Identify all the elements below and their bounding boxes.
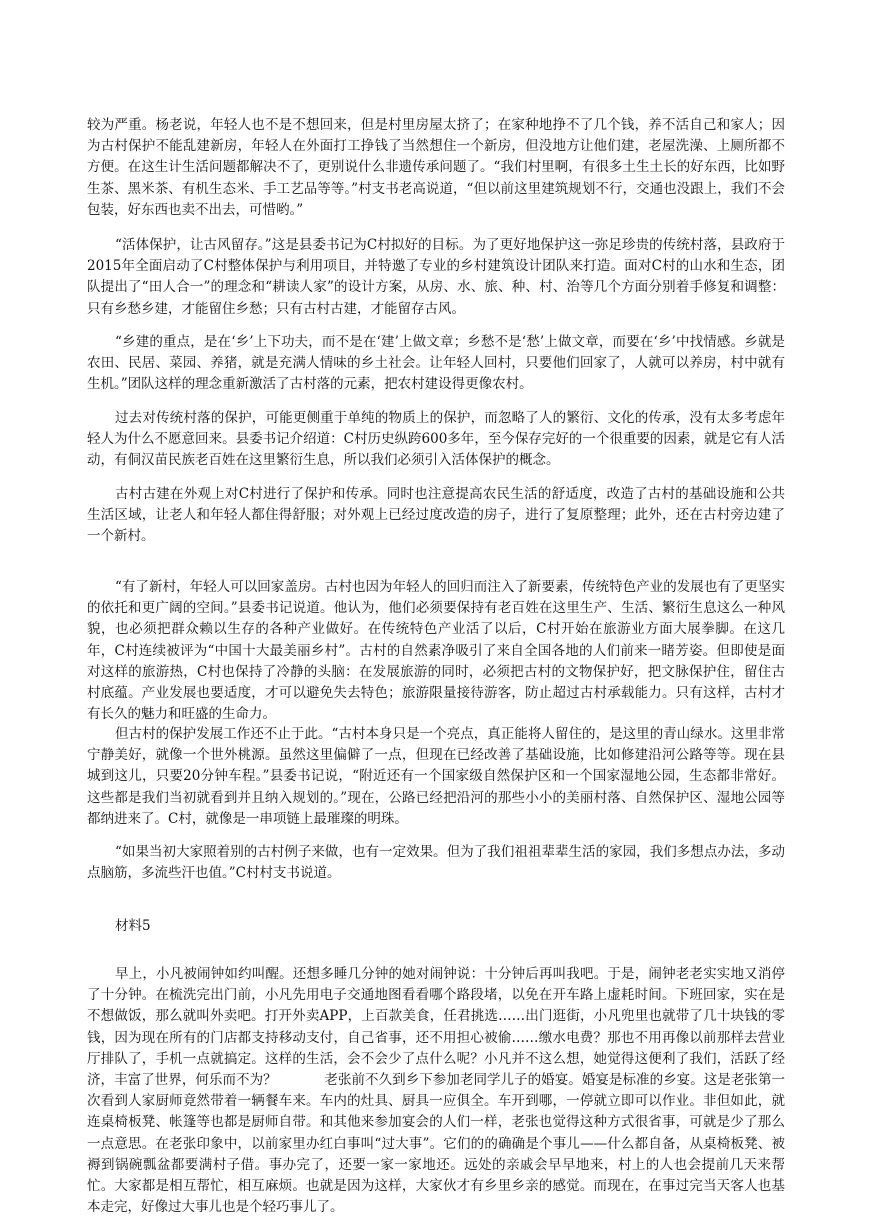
paragraph-2: “活体保护，让古风留存。”这是县委书记为C村拟好的目标。为了更好地保护这一弥足珍贵的传统村落，县政府于2015年全面启动了C村整体保护与利用项目，并特邀了专业的乡村建筑设计团队来打造。面对C村的山水和生态，团队提出了“田人合一”的理念和“耕读人家”的设计方案，从房、水、旅、种、村、治等几个方面分别着手修复和调整：只有乡愁乡建，才能留住乡愁；只有古村古建，才能留存古风。 [87, 237, 785, 317]
paragraph-4: 过去对传统村落的保护，可能更侧重于单纯的物质上的保护，而忽略了人的繁衍、文化的传承，没有太多考虑年轻人为什么不愿意回来。县委书记介绍道：C村历史纵跨600多年，至今保存完好的一个很重要的因素，就是它有人活动，有侗汉苗民族老百姓在这里繁衍生息，所以我们必须引入活体保护的概念。 [87, 410, 785, 469]
paragraph-6: “有了新村，年轻人可以回家盖房。古村也因为年轻人的回归而注入了新要素，传统特色产业的发展也有了更坚实的依托和更广阔的空间。”县委书记说道。他认为，他们必须要保持有老百姓在这里生产、生活、繁衍生息这么一种风貌，也必须把群众赖以生存的各种产业做好。在传统特色产业活了以后，C村开始在旅游业方面大展拳脚。在这几年，C村连续被评为“中国十大最美丽乡村”。古村的自然素净吸引了来自全国各地的人们前来一睹芳姿。但即使是面对这样的旅游热，C村也保持了冷静的头脑：在发展旅游的同时，必须把古村的文物保护好，把文脉保护住，留住古村底蕴。产业发展也要适度，才可以避免失去特色；旅游限量接待游客，防止超过古村承载能力。只有这样，古村才有长久的魅力和旺盛的生命力。 [87, 579, 785, 723]
section-heading-material-5: 材料5 [115, 918, 151, 934]
paragraph-9: 早上，小凡被闹钟如约叫醒。还想多睡几分钟的她对闹钟说：十分钟后再叫我吧。于是，闹钟老老实实地又消停了十分钟。在梳洗完出门前，小凡先用电子交通地图看看哪个路段堵，以免在开车路上虚耗时间。下班回家，实在是不想做饭，那么就叫外卖吧。打开外卖APP，上百款美食，任君挑选……出门逛街，小凡兜里也就带了几十块钱的零钱，因为现在所有的门店都支持移动支付，自己省事，还不用担心被偷……缴水电费？那也不用再像以前那样去营业厅排队了，手机一点就搞定。这样的生活，会不会少了点什么呢？小凡并不这么想，她觉得这便利了我们，活跃了经济，丰富了世界，何乐而不为？ 老张前不久到乡下参加老同学儿子的婚宴。婚宴是标准的乡宴。这是老张第一次看到人家厨师竟然带着一辆餐车来。车内的灶具、厨具一应俱全。车开到哪，一停就立即可以作业。非但如此，就连桌椅板凳、帐篷等也都是厨师自带。和其他来参加宴会的人们一样，老张也觉得这种方式很省事，可就是少了那么一点意思。在老张印象中，以前家里办红白事叫“过大事”。它们的的确确是个事儿——什么都自备，从桌椅板凳、被褥到锅碗瓢盆都要满村子借。事办完了，还要一家一家地还。远处的亲戚会早早地来，村上的人也会提前几天来帮忙。大家都是相互帮忙，相互麻烦。也就是因为这样，大家伙才有乡里乡亲的感觉。而现在，在事过完当天客人也基本走完，好像过大事儿也是个轻巧事儿了。 [87, 966, 785, 1216]
paragraph-1: 较为严重。杨老说，年轻人也不是不想回来，但是村里房屋太挤了；在家种地挣不了几个钱，养不活自己和家人；因为古村保护不能乱建新房，年轻人在外面打工挣钱了当然想住一个新房，但没地方让他们建，老屋洗澡、上厕所都不方便。在这生计生活问题都解决不了，更别说什么非遗传承问题了。“我们村里啊，有很多土生土长的好东西，比如野生茶、黑米茶、有机生态米、手工艺品等等。”村支书老高说道，“但以前这里建筑规划不行，交通也没跟上，我们不会包装，好东西也卖不出去，可惜哟。” [87, 117, 785, 218]
paragraph-5: 古村古建在外观上对C村进行了保护和传承。同时也注意提高农民生活的舒适度，改造了古村的基础设施和公共生活区域，让老人和年轻人都住得舒服；对外观上已经过度改造的房子，进行了复原整理；此外，还在古村旁边建了一个新村。 [87, 486, 785, 545]
paragraph-7: 但古村的保护发展工作还不止于此。“古村本身只是一个亮点，真正能将人留住的，是这里的青山绿水。这里非常宁静美好，就像一个世外桃源。虽然这里偏僻了一点，但现在已经改善了基础设施，比如修建沿河公路等等。现在县城到这儿，只要20分钟车程。”县委书记说，“附近还有一个国家级自然保护区和一个国家湿地公园，生态都非常好。这些都是我们当初就看到并且纳入规划的。”现在，公路已经把沿河的那些小小的美丽村落、自然保护区、湿地公园等都纳进来了。C村，就像是一串项链上最璀璨的明珠。 [87, 726, 785, 827]
paragraph-3: “乡建的重点，是在‘乡’上下功夫，而不是在‘建’上做文章；乡愁不是‘愁’上做文章，而要在‘乡’中找情感。乡就是农田、民居、菜园、养猪，就是充满人情味的乡土社会。让年轻人回村，只要他们回家了，人就可以养房，村中就有生机。”团队这样的理念重新激活了古村落的元素，把农村建设得更像农村。 [87, 334, 785, 393]
paragraph-8: “如果当初大家照着别的古村例子来做，也有一定效果。但为了我们祖祖辈辈生活的家园，我们多想点办法，多动点脑筋，多流些汗也值。”C村村支书说道。 [87, 844, 785, 882]
